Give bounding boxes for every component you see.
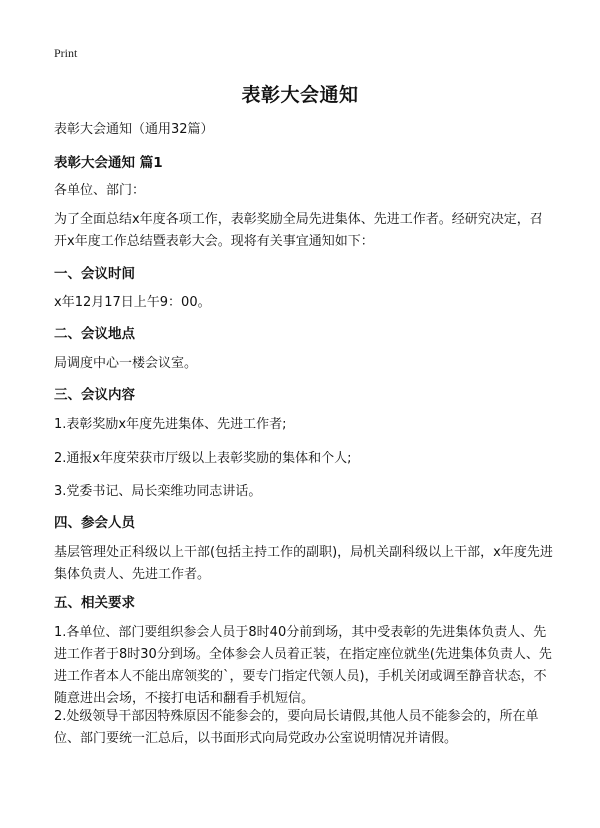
paragraph-content-1: 1.表彰奖励x年度先进集体、先进工作者; (54, 417, 287, 432)
section-heading-location: 二、会议地点 (54, 326, 135, 342)
paragraph-content-2: 2.通报x年度荣获市厅级以上表彰奖励的集体和个人; (54, 451, 352, 466)
paragraph-requirements-1: 1.各单位、部门要组织参会人员于8时40分前到场，其中受表彰的先进集体负责人、先进工作者于8时30分到场。全体参会人员着正装，在指定座位就坐(先进集体负责人、先进工作者本人不能出席领奖的`，要专门指定代领人员)，手机关闭或调至静音状态，不随意进出会场，不接打电话和翻看手机短信。 (54, 625, 552, 706)
section-heading-attendees: 四、参会人员 (54, 515, 135, 531)
section-heading-content: 三、会议内容 (54, 387, 135, 403)
intro-paragraph: 为了全面总结x年度各项工作，表彰奖励全局先进集体、先进工作者。经研究决定，召开x年度工作总结暨表彰大会。现将有关事宜通知如下： (54, 212, 543, 249)
paragraph-attendees: 基层管理处正科级以上干部(包括主持工作的副职)，局机关副科级以上干部，x年度先进集体负责人、先进工作者。 (54, 545, 553, 582)
page-title: 表彰大会通知 (241, 84, 359, 106)
print-link[interactable]: Print (54, 46, 78, 60)
section-heading-time: 一、会议时间 (54, 266, 135, 282)
paragraph-content-3: 3.党委书记、局长栾维功同志讲话。 (54, 484, 262, 499)
paragraph-location: 局调度中心一楼会议室。 (54, 356, 198, 371)
greeting: 各单位、部门： (54, 183, 146, 198)
section-title: 表彰大会通知 篇1 (54, 155, 163, 171)
paragraph-requirements-2: 2.处级领导干部因特殊原因不能参会的，要向局长请假,其他人员不能参会的，所在单位、部门要统一汇总后，以书面形式向局党政办公室说明情况并请假。 (54, 709, 539, 746)
subtitle: 表彰大会通知（通用32篇） (54, 122, 214, 137)
section-heading-requirements: 五、相关要求 (54, 595, 135, 611)
paragraph-time: x年12月17日上午9：00。 (54, 295, 211, 310)
